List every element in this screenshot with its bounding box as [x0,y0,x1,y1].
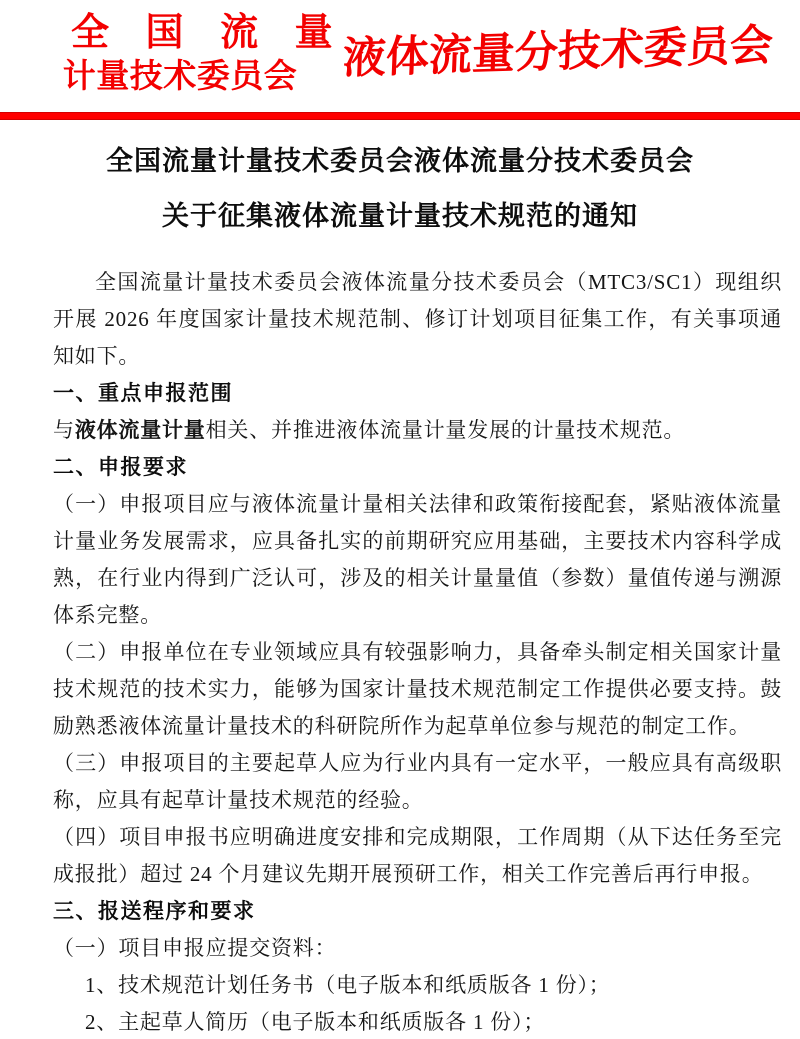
submission-list-item-2: 2、主起草人简历（电子版本和纸质版各 1 份）； [85,1010,546,1034]
scope-prefix: 与 [53,418,75,442]
document-title-line2: 关于征集液体流量计量技术规范的通知 [162,201,638,231]
requirement-item-3: （三）申报项目的主要起草人应为行业内具有一定水平，一般应具有高级职称，应具有起草计量技术规范的经验。 [53,751,782,812]
sub-committee-name: 液体流量分技术委员会 [342,21,774,83]
submission-list-item-1: 1、技术规范计划任务书（电子版本和纸质版各 1 份）； [85,973,611,997]
requirement-item-4: （四）项目申报书应明确进度安排和完成期限，工作周期（从下达任务至完成报批）超过 24 个月建议先期开展预研工作，相关工作完善后再行申报。 [53,825,782,886]
requirement-item-1: （一）申报项目应与液体流量计量相关法律和政策衔接配套，紧贴液体流量计量业务发展需求，应具备扎实的前期研究应用基础，主要技术内容科学成熟，在行业内得到广泛认可，涉及的相关计量量值（参数）量值传递与溯源体系完整。 [53,492,782,627]
document-text [53,264,782,1039]
document-title [0,134,800,244]
document-title-line1: 全国流量计量技术委员会液体流量分技术委员会 [106,146,694,176]
org-name-block [58,10,346,96]
section3-heading: 三、报送程序和要求 [53,900,256,923]
section1-heading: 一、重点申报范围 [53,382,233,405]
scope-bold-term: 液体流量计量 [74,418,206,442]
section2-heading: 二、申报要求 [53,456,188,479]
intro-paragraph: 全国流量计量技术委员会液体流量分技术委员会（MTC3/SC1）现组织开展 2026 年度国家计量技术规范制、修订计划项目征集工作，有关事项通知如下。 [53,270,782,368]
document-body [0,121,800,1039]
submission-intro: （一）项目申报应提交资料： [53,936,337,960]
scope-paragraph [53,412,782,449]
org-name-line2: 计量技术委员会 [62,57,298,94]
scope-rest: 相关、并推进液体流量计量发展的计量技术规范。 [205,418,686,442]
org-name-line1: 全 国 流 量 [71,12,346,54]
masthead-divider-rule [0,112,800,120]
masthead [0,0,800,112]
requirement-item-2: （二）申报单位在专业领域应具有较强影响力，具备牵头制定相关国家计量技术规范的技术实力，能够为国家计量技术规范制定工作提供必要支持。鼓励熟悉液体流量计量技术的科研院所作为起草单位参与规范的制定工作。 [53,640,782,738]
